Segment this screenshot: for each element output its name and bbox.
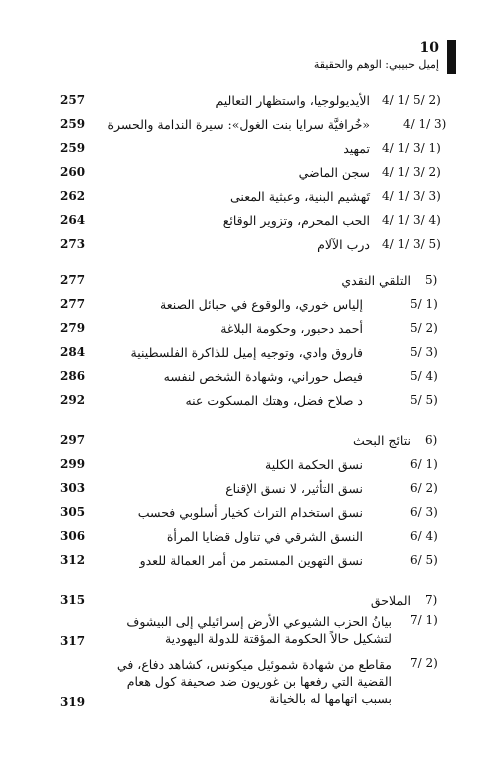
toc-number: 5/ 3) xyxy=(410,345,438,359)
toc-page: 259 xyxy=(60,141,86,155)
toc-number: 7/ 1) xyxy=(410,613,438,627)
toc-title: أحمد دحبور، وحكومة البلاغة xyxy=(220,321,363,336)
toc-title: التلقي النقدي xyxy=(341,273,411,288)
toc-page: 260 xyxy=(60,165,86,179)
page-number: 10 xyxy=(419,40,439,56)
toc-number: 6/ 1) xyxy=(410,457,438,471)
toc-page: 284 xyxy=(60,345,86,359)
toc-title: نسق التهوين المستمر من أمر العمالة للعدو xyxy=(139,553,363,568)
toc-title: فاروق وادي، وتوجيه إميل للذاكرة الفلسطينية xyxy=(130,345,363,360)
toc-page: 273 xyxy=(60,237,86,251)
toc-page: 317 xyxy=(60,634,86,648)
toc-page: 319 xyxy=(60,695,86,709)
toc-title: الملاحق xyxy=(370,593,411,608)
toc-number: 5) xyxy=(425,273,438,287)
toc-number: 4/ 1/ 3/ 1) xyxy=(382,141,441,155)
toc-page: 259 xyxy=(60,117,86,131)
toc-title: نسق استخدام التراث كخيار أسلوبي فحسب xyxy=(137,505,363,520)
toc-title: النسق الشرقي في تناول قضايا المرأة xyxy=(166,529,363,544)
toc-number: 7/ 2) xyxy=(410,656,438,670)
toc-title: إلياس خوري، والوقوع في حبائل الصنعة xyxy=(160,297,363,312)
toc-page: 305 xyxy=(60,505,86,519)
toc-page: 277 xyxy=(60,273,86,287)
toc-page: 303 xyxy=(60,481,86,495)
toc-title: درب الآلام xyxy=(317,237,370,252)
running-title: إميل حبيبي: الوهم والحقيقة xyxy=(313,58,439,71)
toc-page: 312 xyxy=(60,553,86,567)
toc-page: 286 xyxy=(60,369,86,383)
toc-number: 6/ 3) xyxy=(410,505,438,519)
toc-title: سجن الماضي xyxy=(298,165,370,180)
toc-page: 262 xyxy=(60,189,86,203)
toc-number: 4/ 1/ 3/ 2) xyxy=(382,165,441,179)
toc-title: نتائج البحث xyxy=(353,433,411,448)
toc-number: 4/ 1/ 3/ 5) xyxy=(382,237,441,251)
toc-title: فيصل حوراني، وشهادة الشخص لنفسه xyxy=(163,369,363,384)
toc-number: 4/ 1/ 3/ 3) xyxy=(382,189,441,203)
toc-number: 5/ 2) xyxy=(410,321,438,335)
toc-number: 4/ 1/ 5/ 2) xyxy=(382,93,441,107)
toc-page: 306 xyxy=(60,529,86,543)
toc-page: 264 xyxy=(60,213,86,227)
toc-number: 5/ 4) xyxy=(410,369,438,383)
toc-title: نسق التأثير، لا نسق الإقناع xyxy=(225,481,363,496)
toc-title: بيانُ الحزب الشيوعي الأرض إسرائيلي إلى البيشوف لتشكيل حالاً الحكومة المؤقتة للدولة اليهودية xyxy=(126,614,392,646)
toc-number: 7) xyxy=(425,593,438,607)
toc-page: 279 xyxy=(60,321,86,335)
toc-page: 315 xyxy=(60,593,86,607)
toc-page: 277 xyxy=(60,297,86,311)
toc-number: 5/ 5) xyxy=(410,393,438,407)
toc-number: 6/ 2) xyxy=(410,481,438,495)
toc-title: تمهيد xyxy=(343,141,370,156)
toc-page: 299 xyxy=(60,457,86,471)
header-bar xyxy=(447,40,456,74)
toc-number: 6/ 5) xyxy=(410,553,438,567)
toc-title: تَهشيم البنية، وعبثية المعنى xyxy=(230,189,370,204)
toc-number: 6) xyxy=(425,433,438,447)
toc-number: 5/ 1) xyxy=(410,297,438,311)
toc-page: 292 xyxy=(60,393,86,407)
toc-number: 6/ 4) xyxy=(410,529,438,543)
toc-title: «خُرافيَّة سرايا بنت الغول»: سيرة الندامة والحسرة xyxy=(107,117,370,132)
toc-number: 4/ 1/ 3/ 4) xyxy=(382,213,441,227)
toc-page: 297 xyxy=(60,433,86,447)
toc-number: 4/ 1/ 3) xyxy=(403,117,447,131)
toc-title: نسق الحكمة الكلية xyxy=(265,457,363,472)
toc-title: د صلاح فضل، وهتك المسكوت عنه xyxy=(185,393,363,408)
toc-title: مقاطع من شهادة شموئيل ميكونس، كشاهد دفاع، في القضية التي رفعها بن غوريون ضد صحيفة كول هعام بسبب اتهامها له بالخيانة xyxy=(116,657,392,706)
toc-page: 257 xyxy=(60,93,86,107)
toc-title: الأيديولوجيا، واستظهار التعاليم xyxy=(215,93,370,108)
toc-title: الحب المحرم، وتزوير الوقائع xyxy=(222,213,370,228)
